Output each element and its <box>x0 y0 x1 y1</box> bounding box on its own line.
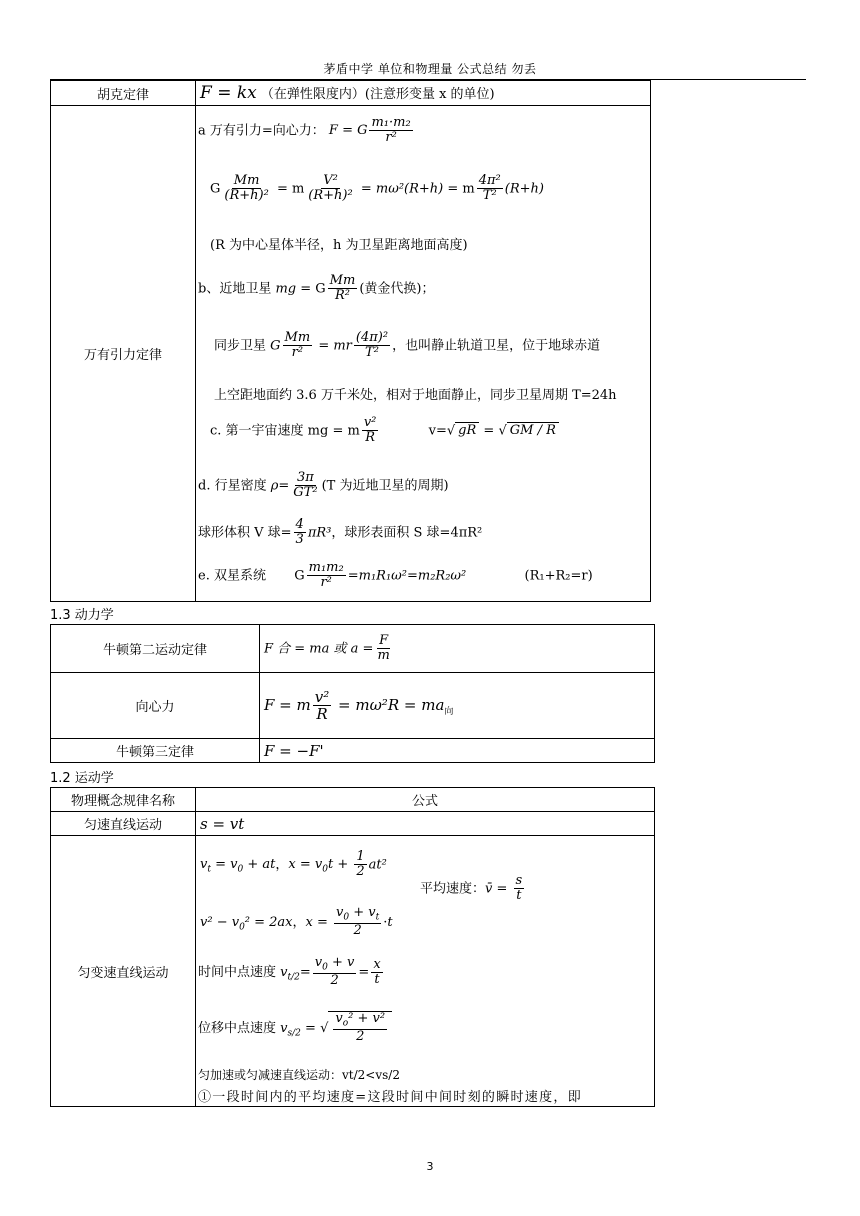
grav-a-label: a 万有引力=向心力： <box>198 123 325 139</box>
grav-sphere-line: 球形体积 V 球= $\frac{4}{3}$ πR³，球形表面积 S 球=4πR² <box>198 517 483 548</box>
hooke-formula: F = kx <box>200 83 257 103</box>
uniform-formula: s = vt <box>196 812 655 836</box>
grav-a-equation: G $\frac{Mm}{\text{(R+h)²}}$ = m $\frac{\text{V²}}{\text{(R+h)²}}$ = mω²(R+h) = m $\frac{\text{4π²}}{\text{T²}}$ (R+h) <box>210 173 544 204</box>
kin-header-name: 物理概念规律名称 <box>51 788 196 812</box>
page-number: 3 <box>426 1160 434 1173</box>
accel-mid-disp: 位移中点速度 $v_{s/2}$ = √ $\frac{v_o^2 + v^2}{2}$ <box>198 1011 392 1045</box>
accel-eq1: $v_t = v_0$ + at，$x = v_0t$ + $\frac{1}{2}$ at² <box>200 849 387 880</box>
grav-sync-note2: 上空距地面约 3.6 万千米处，相对于地面静止，同步卫星周期 T=24h <box>214 388 617 403</box>
hooke-formula-cell <box>196 81 651 106</box>
centripetal-name: 向心力 <box>51 673 260 739</box>
page-header: 茅盾中学 单位和物理量 公式总结 勿丢 <box>323 62 537 76</box>
hooke-note: （在弹性限度内）(注意形变量 x 的单位) <box>260 87 495 102</box>
accel-content <box>196 836 655 1107</box>
newton3-formula: F = −F' <box>260 739 655 763</box>
grav-d-line: d. 行星密度 ρ= $\frac{3\pi}{\text{GT²}}$ (T 为近地卫星的周期) <box>198 470 449 501</box>
accel-avg-speed: 平均速度：v̄ = $\frac{s}{t}$ <box>420 873 523 904</box>
gravitation-content <box>196 106 651 602</box>
accel-eq2: $v^2 - v_0^2 = 2ax$，x = $\frac{v_0 + v_t}{2}$ ·t <box>200 905 393 939</box>
hooke-name: 胡克定律 <box>51 81 196 106</box>
table-kinematics <box>50 787 655 1107</box>
accel-name: 匀变速直线运动 <box>51 836 196 1107</box>
grav-a-formula: F = G $\frac{\text{m₁·m₂}}{\text{r²}}$ <box>328 115 411 146</box>
accel-mid-time: 时间中点速度 $v_{t/2}=$ $\frac{v_0 + v}{2}$ = $\frac{x}{t}$ <box>198 955 381 989</box>
grav-b-line: b、近地卫星 mg = G $\frac{Mm}{\text{R²}}$ (黄金代换)； <box>198 273 435 304</box>
kin-header-formula: 公式 <box>196 788 655 812</box>
accel-compare: 匀加速或匀减速直线运动：vt/2<vs/2 <box>198 1068 400 1082</box>
table-dynamics <box>50 624 655 763</box>
section-dynamics: 1.3 动力学 <box>50 608 114 623</box>
grav-c-line: c. 第一宇宙速度 mg = m $\frac{\text{v²}}{R}$ v=√ gR = √ GM / R <box>210 416 559 446</box>
accel-note1: ①一段时间内的平均速度=这段时间中间时刻的瞬时速度，即 <box>198 1090 582 1105</box>
newton2-formula: F 合 = ma 或 a = $\frac{F}{m}$ <box>260 625 655 673</box>
newton3-name: 牛顿第三定律 <box>51 739 260 763</box>
newton2-name: 牛顿第二运动定律 <box>51 625 260 673</box>
table-gravitation <box>50 80 651 602</box>
section-kinematics: 1.2 运动学 <box>50 771 114 786</box>
grav-a-note: (R 为中心星体半径，h 为卫星距离地面高度) <box>210 238 468 253</box>
gravitation-name: 万有引力定律 <box>51 106 196 602</box>
centripetal-formula: F = m $\frac{\text{v²}}{R}$ = $m\omega^2R = ma_向$ <box>260 673 655 739</box>
grav-e-line: e. 双星系统 G $\frac{\text{m₁m₂}}{\text{r²}}$ =m₁R₁ω²=m₂R₂ω² (R₁+R₂=r) <box>198 560 593 591</box>
grav-sync-line: 同步卫星 G $\frac{Mm}{\text{r²}}$ = mr $\frac{\text{(4π)²}}{\text{T²}}$ ，也叫静止轨道卫星，位于地球赤道 <box>214 330 601 361</box>
uniform-name: 匀速直线运动 <box>51 812 196 836</box>
